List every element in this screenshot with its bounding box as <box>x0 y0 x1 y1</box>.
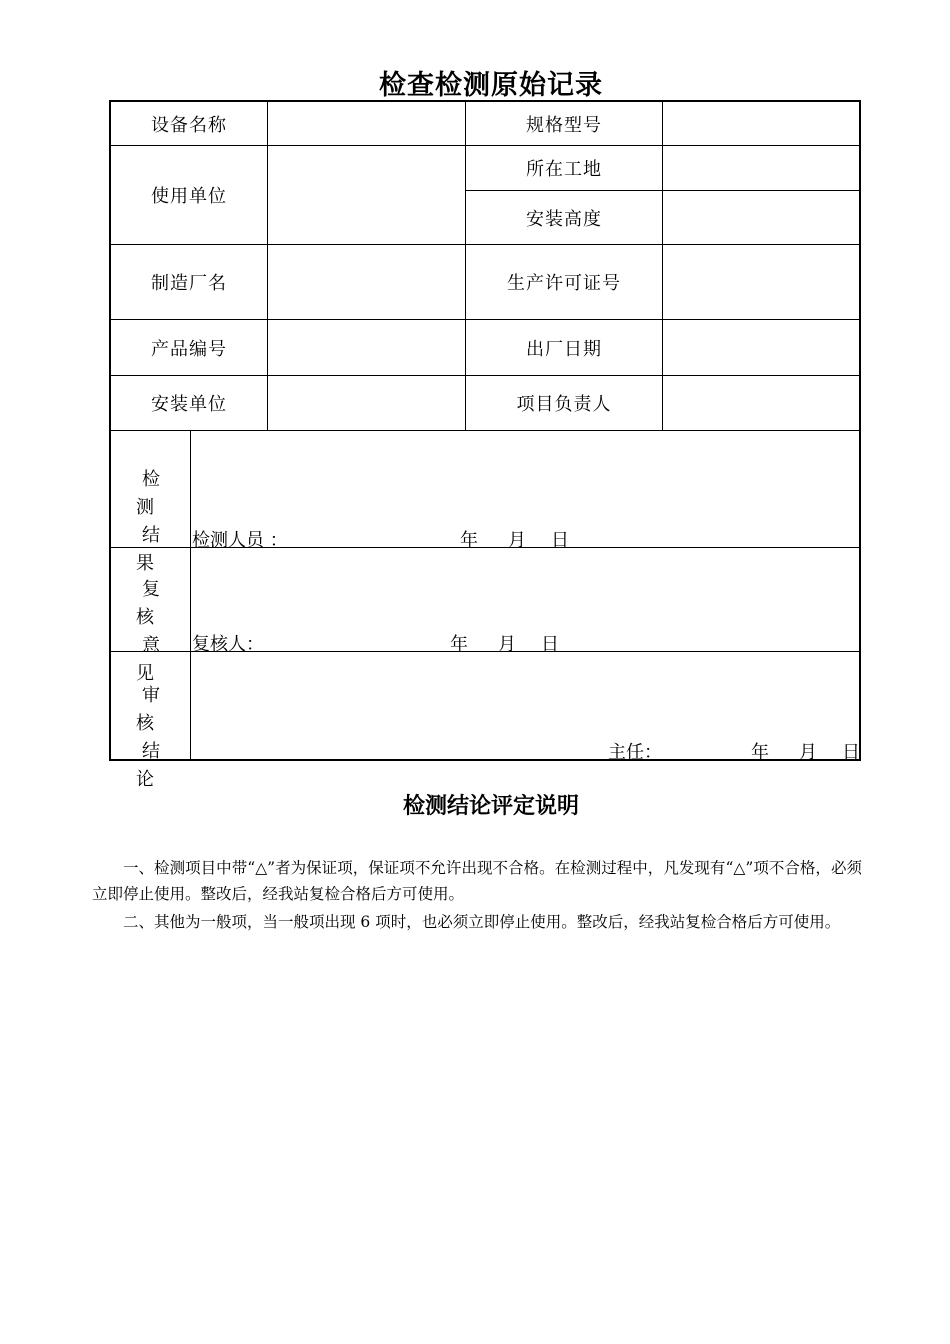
approval-conclusion-label: 审核 结论 <box>136 685 172 790</box>
manufacturer-field[interactable] <box>268 245 465 319</box>
install-unit-label: 安装单位 <box>151 394 227 415</box>
license-no-field[interactable] <box>663 245 859 319</box>
project-leader-field[interactable] <box>663 376 859 430</box>
explanation-title: 检测结论评定说明 <box>402 793 579 819</box>
spec-model-label: 规格型号 <box>526 114 602 136</box>
equipment-name-field[interactable] <box>268 102 465 145</box>
inspection-result-label: 检测 结果 <box>136 469 172 574</box>
review-day: 日 <box>541 634 559 655</box>
review-month: 月 <box>498 634 516 655</box>
explanation-item-1: 一、检测项目中带“△”者为保证项，保证项不允许出现不合格。在检测过程中，凡发现有“△”项不合格，必须立即停止使用。整改后，经我站复检合格后方可使用。 <box>92 859 862 903</box>
project-leader-label: 项目负责人 <box>516 394 612 415</box>
site-label: 所在工地 <box>526 159 602 180</box>
product-no-field[interactable] <box>268 320 465 375</box>
install-height-label: 安装高度 <box>526 208 602 230</box>
install-unit-field[interactable] <box>268 376 465 430</box>
factory-date-label: 出厂日期 <box>526 338 602 360</box>
approval-month: 月 <box>799 742 817 763</box>
review-opinion-label: 复核 意见 <box>136 579 172 684</box>
equipment-name-label: 设备名称 <box>151 114 227 136</box>
spec-model-field[interactable] <box>663 102 859 145</box>
review-opinion-field[interactable] <box>191 548 859 626</box>
inspection-result-field[interactable] <box>191 431 859 521</box>
site-field[interactable] <box>663 146 859 190</box>
inspection-day: 日 <box>551 530 569 551</box>
license-no-label: 生产许可证号 <box>507 273 621 294</box>
page-title: 检查检测原始记录 <box>379 70 603 101</box>
explanation-item-2: 二、其他为一般项，当一般项出现 6 项时，也必须立即停止使用。整改后，经我站复检合格后方可使用。 <box>123 913 841 931</box>
inspection-record-table <box>109 100 861 790</box>
approval-day: 日 <box>842 742 860 763</box>
inspection-year: 年 <box>460 530 478 551</box>
factory-date-field[interactable] <box>663 320 859 375</box>
user-unit-label: 使用单位 <box>151 186 227 207</box>
inspection-month: 月 <box>508 530 526 551</box>
review-year: 年 <box>450 634 468 655</box>
manufacturer-label: 制造厂名 <box>151 273 227 294</box>
user-unit-field[interactable] <box>268 146 465 244</box>
approval-year: 年 <box>751 742 769 763</box>
reviewer-signature: 复核人： <box>192 634 264 655</box>
install-height-field[interactable] <box>663 191 859 244</box>
approval-conclusion-field[interactable] <box>191 652 859 732</box>
director-signature: 主任： <box>608 742 662 763</box>
product-no-label: 产品编号 <box>151 338 227 360</box>
inspector-signature: 检测人员 ： <box>192 530 288 551</box>
